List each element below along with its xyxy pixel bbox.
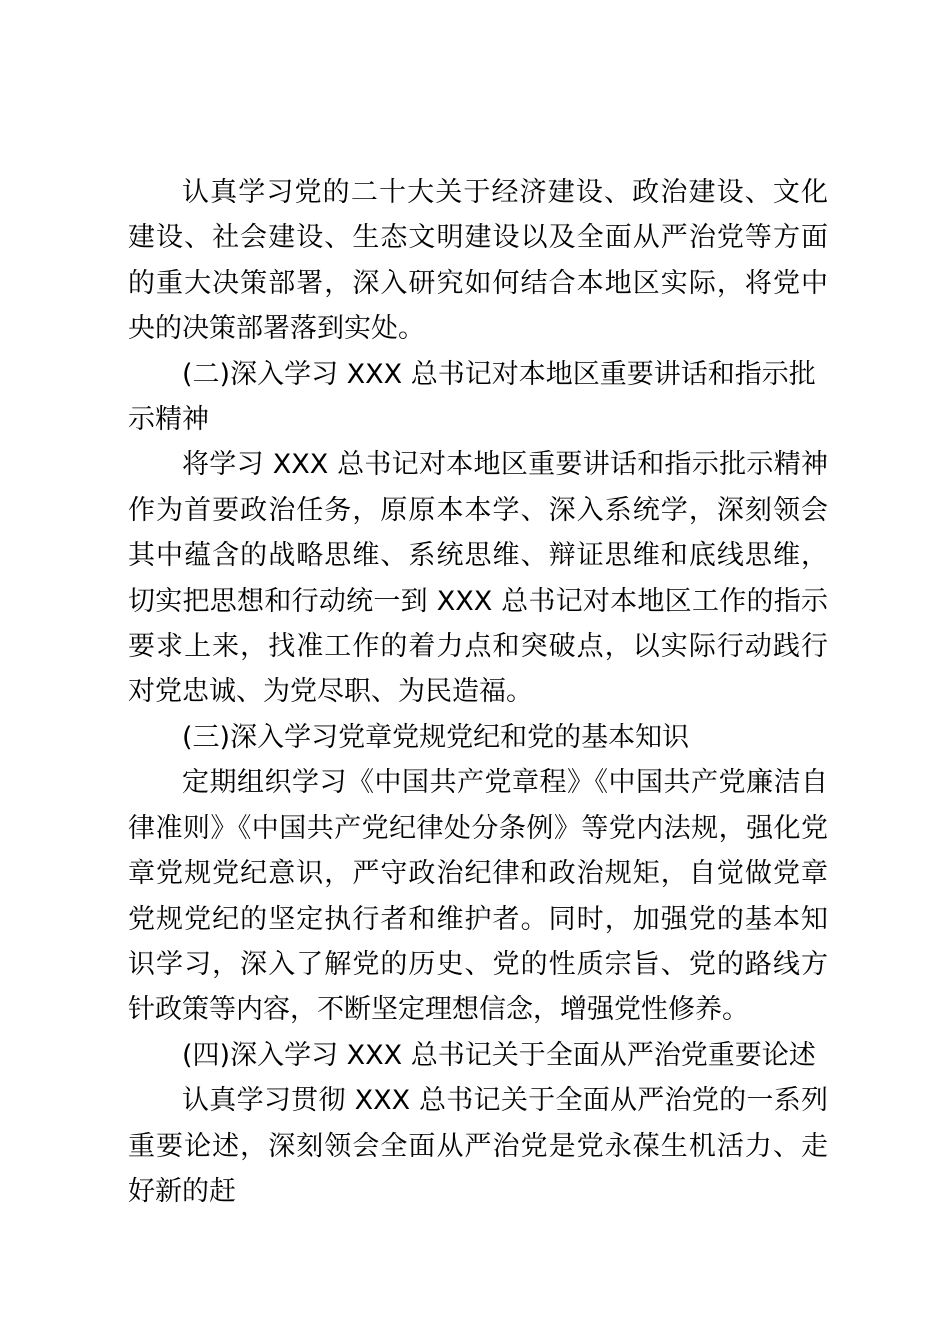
paragraph-study-instructions: 将学习 XXX 总书记对本地区重要讲话和指示批示精神作为首要政治任务，原原本本学、深入系统学，深刻领会其中蕴含的战略思维、系统思维、辩证思维和底线思维，切实把思想和行动统一到 XXX 总书记对本地区工作的指示要求上来，找准工作的着力点和突破点，以实际行动践行对党忠诚、为党尽职、为民造福。 bbox=[128, 449, 828, 708]
paragraph-strict-governance: 认真学习贯彻 XXX 总书记关于全面从严治党的一系列重要论述，深刻领会全面从严治党是党永葆生机活力、走好新的赶 bbox=[128, 1085, 828, 1207]
section-heading-3: (三)深入学习党章党规党纪和党的基本知识 bbox=[182, 721, 690, 753]
paragraph-study-20th-congress: 认真学习党的二十大关于经济建设、政治建设、文化建设、社会建设、生态文明建设以及全面从严治党等方面的重大决策部署，深入研究如何结合本地区实际，将党中央的决策部署落到实处。 bbox=[128, 177, 828, 345]
section-heading-2: (二)深入学习 XXX 总书记对本地区重要讲话和指示批示精神 bbox=[128, 358, 816, 436]
document-body bbox=[128, 170, 828, 1214]
paragraph-party-rules: 定期组织学习《中国共产党章程》《中国共产党廉洁自律准则》《中国共产党纪律处分条例》等党内法规，强化党章党规党纪意识，严守政治纪律和政治规矩，自觉做党章党规党纪的坚定执行者和维护者。同时，加强党的基本知识学习，深入了解党的历史、党的性质宗旨、党的路线方针政策等内容，不断坚定理想信念，增强党性修养。 bbox=[128, 767, 828, 1026]
section-heading-4: (四)深入学习 XXX 总书记关于全面从严治党重要论述 bbox=[182, 1039, 816, 1071]
